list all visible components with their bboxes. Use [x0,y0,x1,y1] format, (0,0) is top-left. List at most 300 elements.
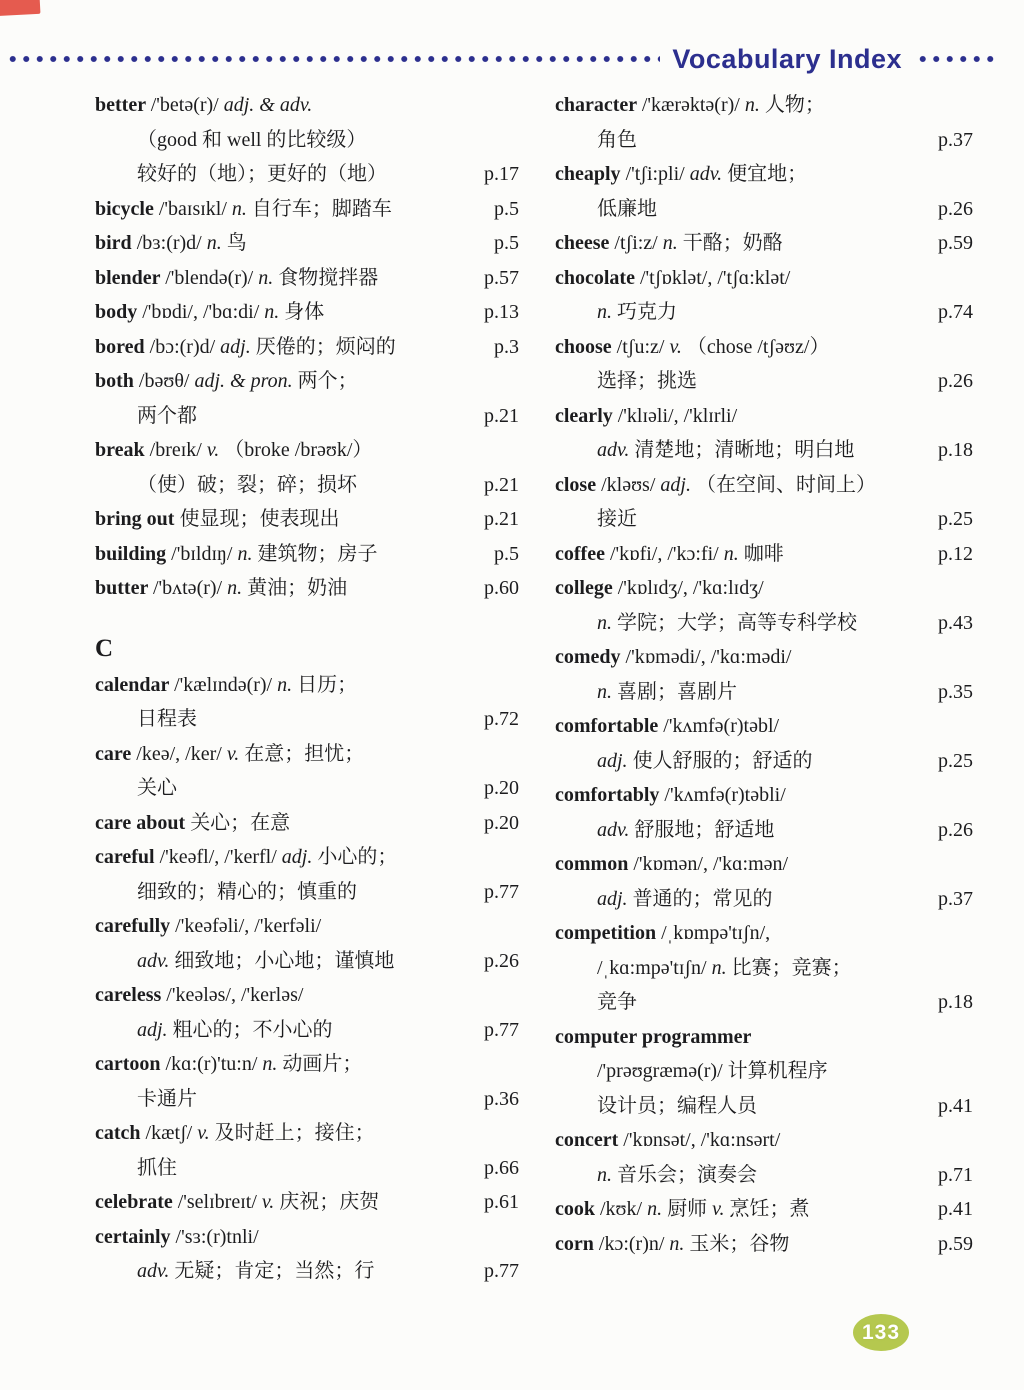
entry-text [95,295,324,330]
headword: chocolate [555,266,640,289]
entry-text [95,875,357,910]
entry-detail: （chose /tʃəʊz/） [686,335,830,358]
entry-line [95,261,519,296]
entry-line [555,330,973,365]
entry-line [95,537,519,572]
part-of-speech: adj. & adv. [223,94,313,116]
entry-detail: 鸟 [226,232,247,254]
vocab-entry [95,978,519,1047]
entry-detail: （good 和 well 的比较级） [137,128,367,151]
part-of-speech: n. [647,1198,668,1220]
entry-detail: 咖啡 [743,542,784,565]
entry-detail: 选择；挑选 [597,370,697,392]
entry-line [95,840,519,875]
part-of-speech: adj. [281,846,318,868]
entry-detail: 关心；在意 [190,811,291,834]
page-number-badge: 133 [853,1314,909,1351]
entry-line [95,1082,519,1117]
headword: comedy [555,646,626,668]
headword: computer programmer [555,1025,752,1048]
page-ref: p.26 [938,370,973,392]
page-ref: p.77 [484,1260,519,1282]
page-ref: p.5 [494,542,519,565]
vocab-entry [95,909,519,978]
page-ref: p.26 [938,818,973,841]
page-ref: p.3 [494,335,519,358]
entry-detail: 喜剧；喜剧片 [617,680,737,703]
entry-line [95,1047,519,1082]
entry-line [555,1192,973,1227]
headword: cook [555,1198,600,1220]
headword: certainly [95,1225,176,1248]
headword: careless [95,984,167,1006]
entry-text [555,1020,751,1055]
entry-line [555,537,973,572]
entry-line [95,502,519,537]
headword: bring out [95,508,180,530]
entry-line [555,399,973,434]
vocab-entry [555,916,973,1020]
entry-line [95,399,519,434]
entry-detail: 身体 [284,301,325,323]
vocab-entry [95,1047,519,1116]
entry-detail: 接近 [597,508,637,530]
entry-detail: /'bɒdi/, /'bɑ:di/ [142,301,265,323]
entry-detail: /'baɪsɪkl/ [158,197,232,220]
entry-line [95,88,519,123]
entry-detail: /tʃi:z/ [614,232,663,254]
page-ref: p.13 [484,301,519,323]
entry-line [95,1185,519,1220]
entry-line [95,978,519,1013]
entry-text [95,537,377,572]
entry-text [555,192,657,227]
entry-text [555,882,773,917]
headword: choose [555,335,617,358]
part-of-speech: v. [261,1191,280,1213]
entry-detail: /bəʊθ/ [138,370,195,392]
entry-detail: 粗心的；不小心的 [172,1018,333,1041]
headword: bird [95,232,137,254]
entry-text [555,123,637,158]
part-of-speech: n. [258,266,279,289]
entry-text [555,951,852,986]
dotted-rule-left [6,55,660,63]
headword: bored [95,335,150,358]
entry-detail: 竞争 [597,991,637,1013]
entry-line [95,702,519,737]
part-of-speech: adj. & pron. [194,370,298,392]
entry-text [555,847,788,882]
vocab-entry [555,330,973,399]
entry-text [555,571,764,606]
entry-detail: 烹饪；煮 [729,1198,810,1220]
part-of-speech: adj. [660,473,696,496]
entry-line [555,502,973,537]
entry-detail: /bɜ:(r)d/ [136,232,207,254]
entry-text [95,840,397,875]
vocab-entry [555,1123,973,1192]
entry-detail: 玉米；谷物 [689,1232,790,1255]
headword: blender [95,266,166,289]
entry-detail: 食物搅拌器 [278,266,379,289]
vocab-entry [95,806,519,841]
entry-line [555,847,973,882]
entry-line [95,944,519,979]
vocab-entry [555,778,973,847]
entry-text [95,88,312,123]
part-of-speech: n. [206,232,227,254]
page-ref: p.21 [484,508,519,530]
headword: celebrate [95,1191,178,1213]
part-of-speech: n. [597,1163,617,1186]
entry-line [555,192,973,227]
page-ref: p.20 [484,777,519,799]
entry-line [555,675,973,710]
headword: concert [555,1129,624,1151]
page-ref: p.36 [484,1087,519,1110]
entry-line [555,157,973,192]
page-header [6,44,998,74]
entry-line [95,157,519,192]
vocab-entry [555,571,973,640]
entry-detail: /ˌkɑ:mpə'tɪʃn/ [597,956,712,979]
entry-detail: /'kɒnsət/, /'kɑ:nsərt/ [623,1129,781,1151]
entry-line [555,1227,973,1262]
entry-detail: /breɪk/ [149,439,207,461]
part-of-speech: adv. [689,163,728,185]
entry-detail: 厨师 [667,1198,713,1220]
entry-line [555,468,973,503]
entry-detail: /'kɒmən/, /'kɑ:mən/ [633,853,789,875]
entry-detail: 关心 [137,777,177,799]
entry-detail: /keə/, /ker/ [136,742,227,765]
part-of-speech: adj. [220,335,256,358]
entry-line [555,882,973,917]
headword: cheese [555,232,615,254]
page-ref: p.59 [938,1232,973,1255]
headword: body [95,301,143,323]
part-of-speech: adv. [137,949,175,972]
entry-detail: 动画片； [282,1053,363,1075]
page-ref: p.5 [494,197,519,220]
entry-detail: 低廉地 [597,197,657,220]
entry-line [555,123,973,158]
part-of-speech: v. [206,439,225,461]
entry-detail: /'bɪldɪŋ/ [171,542,238,565]
entry-detail: 干酪；奶酪 [682,232,783,254]
entry-text [95,123,366,158]
entry-line [555,571,973,606]
entry-line [95,1013,519,1048]
entry-line [95,806,519,841]
entry-detail: （broke /brəʊk/） [224,439,373,461]
vocab-entry [95,330,519,365]
vocab-entry [555,261,973,330]
entry-line [555,1123,973,1158]
page-ref: p.61 [484,1191,519,1213]
page-ref: p.41 [938,1198,973,1220]
vocab-entry [555,1020,973,1124]
entry-line [555,709,973,744]
entry-detail: /'kærəktə(r)/ [641,94,745,116]
headword: cartoon [95,1053,166,1075]
part-of-speech: n. [662,232,683,254]
page-ref: p.21 [484,404,519,427]
headword: better [95,94,151,116]
headword: both [95,370,139,392]
headword: careful [95,846,160,868]
vocab-entry [555,1192,973,1227]
entry-line [95,123,519,158]
entry-line [95,737,519,772]
page-ref: p.41 [938,1094,973,1117]
vocab-entry [95,737,519,806]
part-of-speech: v. [669,335,687,358]
part-of-speech: n. [597,680,617,703]
page-ref: p.26 [938,197,973,220]
entry-text [95,944,394,979]
entry-text [95,1047,362,1082]
headword: cheaply [555,163,626,185]
headword: coffee [555,542,610,565]
entry-text [95,737,364,772]
entry-text [95,157,387,192]
page-ref: p.43 [938,611,973,634]
entry-detail: /ˌkɒmpə'tɪʃn/, [661,922,771,944]
entry-line [95,364,519,399]
entry-detail: 使显现；使表现出 [179,508,340,530]
entry-line [555,606,973,641]
entry-line [555,985,973,1020]
headword: butter [95,577,153,599]
vocab-entry [555,157,973,226]
page-ref: p.66 [484,1156,519,1179]
page-ref: p.17 [484,163,519,185]
page-ref: p.72 [484,708,519,730]
entry-line [555,364,973,399]
entry-text [95,1013,333,1048]
headword: college [555,577,618,599]
part-of-speech: adv. [137,1260,175,1282]
part-of-speech: n. [231,197,252,220]
entry-line [555,1054,973,1089]
entry-detail: /'klɪəli/, /'klɪrli/ [617,404,738,427]
vocab-entry [95,1185,519,1220]
entry-line [555,916,973,951]
part-of-speech: n. [277,673,298,696]
vocab-entry [95,840,519,909]
part-of-speech: n. [669,1232,690,1255]
entry-text [555,295,677,330]
page-ref: p.18 [938,439,973,461]
vocab-entry [95,295,519,330]
entry-detail: 庆祝；庆贺 [279,1191,380,1213]
entry-detail: 无疑；肯定；当然；行 [174,1260,375,1282]
headword: common [555,853,634,875]
vocab-entry [555,709,973,778]
vocab-entry [555,468,973,537]
headword: care [95,742,137,765]
entry-detail: /'kʌmfə(r)təbli/ [664,784,786,806]
part-of-speech: n. [237,542,258,565]
entry-detail: /'kælɪndə(r)/ [174,673,278,696]
page-ref: p.35 [938,680,973,703]
entry-text [95,1151,177,1186]
part-of-speech: n. [227,577,248,599]
entry-detail: /'keəfl/, /'kerfl/ [159,846,282,868]
entry-line [555,261,973,296]
entry-detail: 建筑物；房子 [257,542,378,565]
entry-line [555,640,973,675]
page-title: Vocabulary Index [672,43,902,74]
part-of-speech: adv. [597,439,635,461]
headword: competition [555,922,662,944]
part-of-speech: v. [712,1198,730,1220]
vocab-entry [555,847,973,916]
part-of-speech: n. [711,956,732,979]
entry-detail: 清楚地；清晰地；明白地 [634,439,855,461]
dotted-rule-right [916,55,998,63]
entry-text [555,778,786,813]
entry-line [95,875,519,910]
entry-line [95,192,519,227]
entry-text [555,916,770,951]
entry-detail: /tʃu:z/ [616,335,670,358]
vocab-entry [555,537,973,572]
entry-text [555,537,784,572]
entry-detail: /'kɒfi/, /'kɔ:fi/ [609,542,724,565]
entry-detail: 设计员；编程人员 [597,1094,757,1117]
entry-detail: 音乐会；演奏会 [617,1163,757,1186]
entry-text [555,1123,780,1158]
entry-detail: 巧克力 [617,301,677,323]
entry-detail: （在空间、时间上） [695,473,876,496]
entry-detail: /'keəfəli/, /'kerfəli/ [175,915,322,937]
entry-text [555,640,791,675]
entry-detail: 学院；大学；高等专科学校 [617,611,857,634]
entry-detail: /'tʃi:pli/ [625,163,690,185]
entry-line [555,951,973,986]
entry-detail: /'prəʊgræmə(r)/ 计算机程序 [597,1060,828,1082]
page-ref: p.60 [484,577,519,599]
entry-detail: 自行车；脚踏车 [251,197,392,220]
part-of-speech: v. [226,742,245,765]
vocab-entry [555,399,973,468]
entry-text [95,1116,375,1151]
vocab-entry [95,261,519,296]
entry-detail: /'selɪbreɪt/ [177,1191,262,1213]
vocab-entry [95,502,519,537]
entry-text [95,702,197,737]
entry-detail: 两个； [297,370,358,392]
page-ref: p.25 [938,749,973,772]
vocab-entry [95,88,519,192]
entry-detail: /kʊk/ [600,1198,648,1220]
vocab-entry [95,571,519,606]
entry-line [555,295,973,330]
entry-detail: 细致地；小心地；谨慎地 [174,949,395,972]
entry-text [555,709,779,744]
page-ref: p.37 [938,128,973,151]
entry-detail: 抓住 [137,1156,177,1179]
page-ref: p.26 [484,949,519,972]
entry-detail: 比赛；竞赛； [731,956,852,979]
entry-text [555,364,697,399]
headword: close [555,473,602,496]
entry-detail: 人物； [764,94,825,116]
page-ref: p.37 [938,887,973,910]
entry-text [95,1220,259,1255]
entry-text [95,978,303,1013]
part-of-speech: adj. [597,749,633,772]
entry-line [95,1220,519,1255]
entry-detail: 日程表 [137,708,197,730]
entry-text [95,364,358,399]
part-of-speech: n. [597,611,617,634]
entry-text [555,399,737,434]
entry-detail: /'tʃɒklət/, /'tʃɑ:klət/ [639,266,791,289]
headword: building [95,542,172,565]
entry-detail: 便宜地； [727,163,808,185]
entry-text [555,157,807,192]
page-ref: p.71 [938,1163,973,1186]
headword: catch [95,1122,146,1144]
entry-detail: /kætʃ/ [145,1122,198,1144]
entry-text [95,1254,374,1289]
entry-text [555,606,857,641]
entry-text [95,192,392,227]
entry-line [555,433,973,468]
entry-line [95,1116,519,1151]
headword: character [555,94,642,116]
vocab-entry [95,537,519,572]
entry-detail: 舒服地；舒适地 [634,818,775,841]
entry-line [555,1089,973,1124]
entry-text [95,261,378,296]
entry-detail: 角色 [597,128,637,151]
entry-text [95,399,197,434]
page-ref: p.74 [938,301,973,323]
page-ref: p.20 [484,811,519,834]
entry-text [95,468,357,503]
headword: break [95,439,150,461]
vocab-entry [555,1227,973,1262]
entry-detail: /'blendə(r)/ [165,266,259,289]
headword: carefully [95,915,176,937]
entry-detail: 在意；担忧； [244,742,365,765]
vocab-entry [95,668,519,737]
page-ref: p.57 [484,266,519,289]
entry-text [95,502,339,537]
vocab-entry [555,640,973,709]
vocabulary-column-left [95,88,519,1289]
headword: calendar [95,673,175,696]
vocab-entry [95,226,519,261]
entry-detail: /bɔ:(r)d/ [149,335,221,358]
part-of-speech: v. [197,1122,215,1144]
entry-line [555,88,973,123]
vocab-entry [555,226,973,261]
entry-detail: （使）破；裂；碎；损坏 [137,473,357,496]
entry-text [95,330,396,365]
entry-line [95,226,519,261]
entry-text [95,1082,197,1117]
entry-detail: 及时赶上；接住； [214,1122,375,1144]
entry-text [95,806,290,841]
vocabulary-column-right [555,88,973,1261]
entry-line [95,909,519,944]
